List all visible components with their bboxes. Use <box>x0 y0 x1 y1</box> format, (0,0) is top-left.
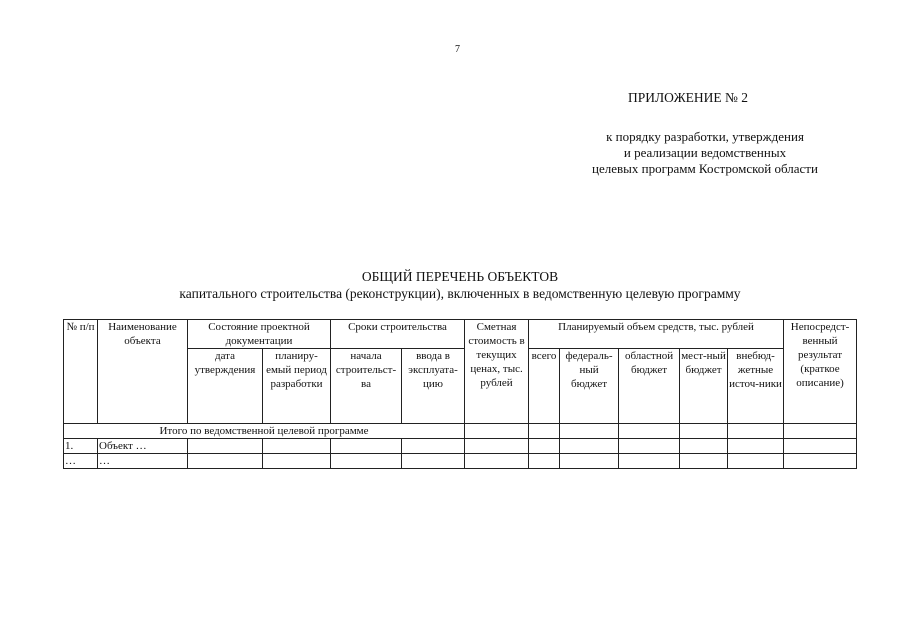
objects-table <box>63 319 857 469</box>
title-line-1: ОБЩИЙ ПЕРЕЧЕНЬ ОБЪЕКТОВ <box>361 269 559 284</box>
header-num: № п/п <box>64 320 98 424</box>
appendix-line: и реализации ведомственных <box>623 145 787 160</box>
appendix-heading: ПРИЛОЖЕНИЕ № 2 <box>628 90 749 105</box>
header-fund-federal: федераль-ный бюджет <box>560 349 619 424</box>
document-title <box>120 268 800 302</box>
header-terms: Сроки строительства <box>331 320 465 349</box>
header-fund-regional: областной бюджет <box>619 349 680 424</box>
header-fund-total: всего <box>529 349 560 424</box>
row-num: … <box>64 454 98 469</box>
header-fund-offbudget: внебюд-жетные источ-ники <box>728 349 784 424</box>
row-num: 1. <box>64 439 98 454</box>
page-number: 7 <box>455 44 460 55</box>
total-label: Итого по ведомственной целевой программе <box>64 424 465 439</box>
header-result: Непосредст-венный результат (краткое описание) <box>784 320 857 424</box>
header-term-start: начала строительст-ва <box>331 349 402 424</box>
header-fund-local: мест-ный бюджет <box>680 349 728 424</box>
header-name: Наименование объекта <box>98 320 188 424</box>
total-row <box>64 424 857 439</box>
header-cost: Сметная стоимость в текущих ценах, тыс. рублей <box>465 320 529 424</box>
appendix-reference <box>560 129 850 177</box>
table-row <box>64 454 857 469</box>
row-name: Объект … <box>98 439 188 454</box>
header-funding: Планируемый объем средств, тыс. рублей <box>529 320 784 349</box>
header-term-commission: ввода в эксплуата-цию <box>402 349 465 424</box>
header-doc-state: Состояние проектной документации <box>188 320 331 349</box>
title-line-2: капитального строительства (реконструкции), включенных в ведомственную целевую программу <box>179 286 741 301</box>
header-doc-date: дата утверждения <box>188 349 263 424</box>
header-doc-period: планиру-емый период разработки <box>263 349 331 424</box>
row-name: … <box>98 454 188 469</box>
appendix-line: к порядку разработки, утверждения <box>606 129 804 144</box>
table-row <box>64 439 857 454</box>
appendix-line: целевых программ Костромской области <box>592 161 818 176</box>
